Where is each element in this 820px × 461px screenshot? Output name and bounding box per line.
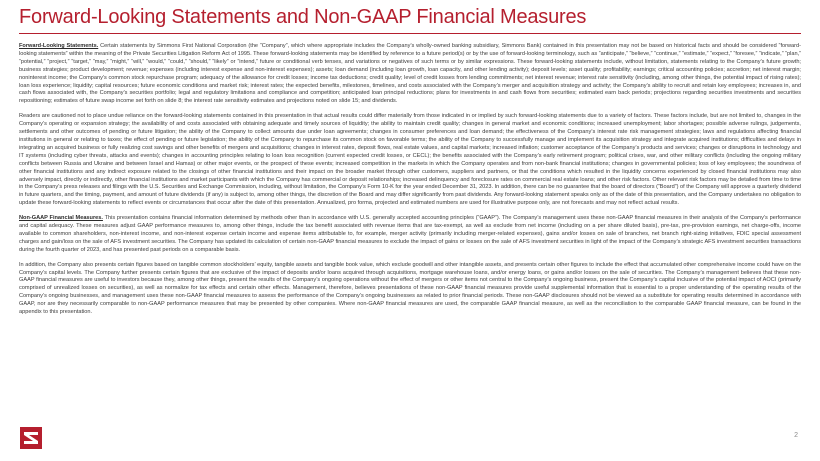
risk-factors-paragraph [19,113,801,208]
forward-looking-paragraph [19,43,801,106]
simmons-logo-icon [20,427,42,449]
non-gaap-text: This presentation contains financial information determined by methods other than in accordance with U.S. generally accepted accounting principles (“GAAP”). The Company’s management uses these non-GAAP financial measures in their analysis of the Company’s performance and capital adequacy. These measures adjust GAAP performance measures to, among other things, include the tax benefit associated with revenue items that are tax-exempt, as well as exclude from net income (including on a per share diluted basis), pre-tax, pre-provision earnings, net charge-offs, income available to common shareholders, non-interest income, and non-interest expense certain income and expense items attributable to, for example, merger activity (primarily including merger-related expenses), gains and/or losses on sale of branches, net branch right-sizing initiatives, FDIC special assessment charges and gain/loss on the sale of AFS investment securities. The Company has updated its calculation of certain non-GAAP financial measures to exclude the impact of gains or losses on the sale of AFS investment securities in light of the impact of the Company’s strategic AFS investment securities transactions during the fourth quarter of 2023, and has presented past periods on a comparable basis. [19,215,801,253]
disclaimer-body [19,43,801,324]
forward-looking-label: Forward-Looking Statements. [19,43,99,49]
title-divider [19,33,801,34]
page-title: Forward-Looking Statements and Non-GAAP Financial Measures [19,6,587,28]
page-number: 2 [794,432,798,439]
forward-looking-text: Certain statements by Simmons First National Corporation (the “Company”, which where appropriate includes the Company’s wholly-owned banking subsidiary, Simmons Bank) contained in this presentation may not be based on historical facts and should be considered “forward-looking statements” within the meaning of the Private Securities Litigation Reform Act of 1995. These forward-looking statements may be identified by reference to a future period(s) or by the use of forward-looking terminology, such as “anticipate,” “believe,” “continue,” “estimate,” “expect,” “foresee,” “indicate,” “plan,” “potential,” “project,” “target,” “may,” “might,” “will,” “would,” “could,” “should,” “likely” or “intend,” future or conditional verb tenses, and variations or negatives of such terms or by similar expressions. These forward-looking statements include, without limitation, statements relating to the Company’s future growth; business strategies; product development; revenue; expenses (including interest expense and non-interest expenses); assets; loan demand (including loan growth, loan capacity, and other lending activity); deposit levels; asset quality; profitability; earnings; critical accounting policies; accretion; net interest margin; noninterest income; the Company’s common stock repurchase program; adequacy of the allowance for credit losses; income tax deductions; credit quality; level of credit losses from lending commitments; net interest revenue; interest rate sensitivity (including, among other things, the potential impact of rising rates); loan loss experience; liquidity; capital resources; future economic conditions and market risk; interest rates; the expected benefits, milestones, timelines, and costs associated with the Company’s merger and acquisition strategy and activity; the Company’s ability to recruit and retain key employees; increases in, and cash flows associated with, the Company’s securities portfolio; legal and regulatory limitations and compliance and competition; anticipated loan principal reductions; plans for investments in and cash flows from securities; estimated earn back periods; projections regarding securities investments and securities repositioning; estimates of future swap income set forth on slide 8; the interest rate sensitivity estimates and projections noted on slide 15; and dividends. [19,43,801,105]
non-gaap-label: Non-GAAP Financial Measures. [19,215,103,222]
risk-factors-text: Readers are cautioned not to place undue reliance on the forward-looking statements contained in this presentation in that actual results could differ materially from those indicated in or implied by such forward-looking statements due to a variety of factors. These factors include, but are not limited to, changes in the Company’s operating or expansion strategy; the availability of and costs associated with obtaining adequate and timely sources of liquidity; the ability to maintain credit quality; changes in general market and economic conditions; increased unemployment; labor shortages; possible adverse rulings, judgements, settlements and other outcomes of pending or future litigation; the ability of the Company to collect amounts due under loan agreements; changes in consumer preferences and loan demand; the effectiveness of the Company’s interest rate risk management strategies; laws and regulations affecting financial institutions in general or relating to taxes; the effect of pending or future legislation; the ability of the Company to repurchase its common stock on favorable terms; the ability of the Company to successfully manage and implement its acquisition strategy and integrate acquired institutions; difficulties and delays in integrating an acquired business or fully realizing cost savings and other benefits of mergers and acquisitions; changes in interest rates, deposit flows, real estate values, and capital markets; increased inflation; customer acceptance of the Company’s products and services; changes or disruptions in technology and IT systems (including cyber threats, attacks and events); changes in accounting principles relating to loan loss recognition (current expected credit losses, or CECL); the benefits associated with the Company’s early retirement program; political crises, war, and other military conflicts (including the ongoing military conflicts between Russia and Ukraine and between Israel and Hamas) or other major events, or the prospect of these events; increased competition in the markets in which the Company operates and from non-bank financial institutions; changes in governmental policies; loss of key employees; the soundness of other financial institutions and any indirect exposure related to the closings of other financial institutions and their impact on the broader market through other customers, suppliers and partners, or that the conditions which resulted in the liquidity concerns experienced by closed financial institutions may also adversely impact, directly or indirectly, other financial institutions and market participants with which the Company has commercial or deposit relationships; increased delinquency and foreclosure rates on commercial real estate loans; and other risk factors. Other relevant risk factors may be detailed from time to time in the Company’s press releases and filings with the U.S. Securities and Exchange Commission, including, without limitation, the Company’s Form 10-K for the year ended December 31, 2023. In addition, there can be no guarantee that the board of directors (“Board”) of the Company will approve a quarterly dividend in future quarters, and the timing, payment, and amount of future dividends (if any) is subject to, among other things, the discretion of the Board and may differ significantly from past dividends. Any forward-looking statement speaks only as of the date of this presentation, and the Company undertakes no obligation to update these forward-looking statements to reflect events or circumstances that occur after the date of this presentation. Annualized, pro forma, projected and estimated numbers are used for illustrative purpose only, are not forecasts and may not reflect actual results. [19,113,801,207]
additional-measures-paragraph [19,262,801,317]
additional-measures-text: In addition, the Company also presents certain figures based on tangible common stockholders’ equity, tangible assets and tangible book value, which exclude goodwill and other intangible assets, and presents certain other figures to include the effect that accumulated other comprehensive income could have on the Company’s capital levels. The Company further presents certain figures that are exclusive of the impact of deposits and/or loans acquired through acquisitions, mortgage warehouse loans, and/or energy loans, or gains and/or losses on the sale of securities. The Company’s management believes that these non-GAAP financial measures are useful to investors because they, among other things, present the results of the Company’s ongoing operations without the effect of mergers or other items not central to the Company’s ongoing business, present the Company’s capital inclusive of the potential impact of AOCI (primarily comprised of unrealized losses on securities), as well as normalize for tax effects and certain other effects. Management, therefore, believes presentations of these non-GAAP financial measures provide useful supplemental information that is essential to a proper understanding of the operating results of the Company’s ongoing businesses, and management uses these non-GAAP financial measures to assess the performance of the Company’s ongoing businesses as related to prior financial periods. These non-GAAP disclosures should not be viewed as a substitute for operating results determined in accordance with GAAP, nor are they necessarily comparable to non-GAAP performance measures that may be presented by other companies. Where non-GAAP financial measures are used, the comparable GAAP financial measure, as well as the reconciliation to the comparable GAAP financial measure, can be found in the appendix to this presentation. [19,261,801,316]
non-gaap-paragraph [19,215,801,255]
